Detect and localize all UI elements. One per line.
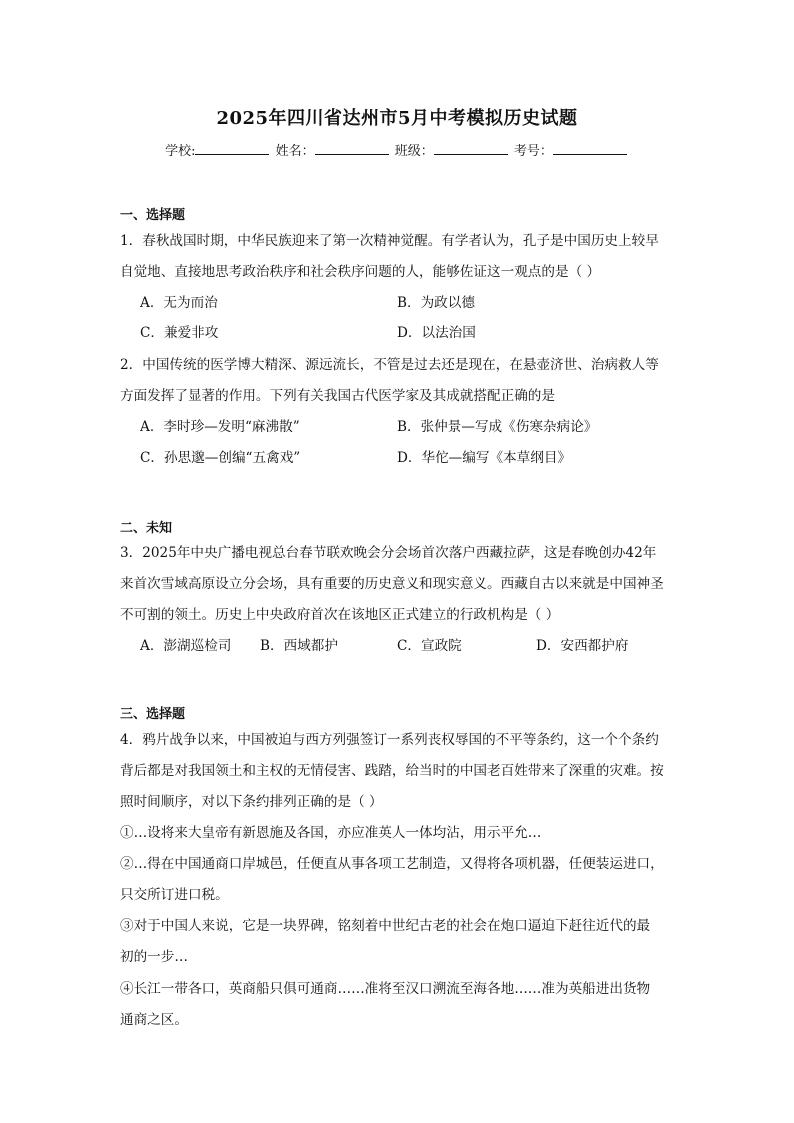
option-c[interactable]: C．兼爱非攻 (140, 325, 219, 341)
option-c[interactable]: C．孙思邈—创编“五禽戏” (140, 450, 301, 466)
statement-3-cont: 初的一步… (120, 949, 188, 965)
question-line: 4．鸦片战争以来，中国被迫与西方列强签订一系列丧权辱国的不平等条约，这一个个条约 (120, 732, 659, 748)
page-title: 2025年四川省达州市5月中考模拟历史试题 (216, 108, 578, 129)
question-line: 2．中国传统的医学博大精深、源远流长，不管是过去还是现在，在悬壶济世、治病救人等 (120, 357, 659, 373)
question-line: 背后都是对我国领土和主权的无情侵害、践踏，给当时的中国老百姓带来了深重的灾难。按 (120, 763, 664, 779)
option-c[interactable]: C．宣政院 (397, 638, 462, 654)
school-blank[interactable] (195, 142, 269, 155)
section-heading: 三、选择题 (120, 707, 186, 722)
question-line: 1．春秋战国时期，中华民族迎来了第一次精神觉醒。有学者认为，孔子是中国历史上较早 (120, 233, 659, 249)
class-blank[interactable] (434, 142, 508, 155)
statement-4: ④长江一带各口，英商船只俱可通商……准将至汉口溯流至海各地……准为英船进出货物 (120, 981, 651, 997)
option-d[interactable]: D．华佗—编写《本草纲目》 (397, 450, 572, 466)
statement-4-cont: 通商之区。 (120, 1012, 188, 1028)
class-label: 班级： (394, 144, 434, 159)
statement-2-cont: 只交所订进口税。 (120, 887, 229, 903)
option-b[interactable]: B．西域都护 (260, 638, 338, 654)
name-label: 姓名： (275, 144, 315, 159)
statement-2: ②…得在中国通商口岸城邑，任便直从事各项工艺制造，又得将各项机器，任便装运进口， (120, 856, 664, 872)
statement-1: ①…设将来大皇帝有新恩施及各国，亦应准英人一体均沾，用示平允… (120, 825, 542, 841)
question-line: 来首次雪域高原设立分会场，具有重要的历史意义和现实意义。西藏自古以来就是中国神圣 (120, 576, 664, 592)
question-line: 不可割的领土。历史上中央政府首次在该地区正式建立的行政机构是（ ） (120, 607, 560, 623)
school-label: 学校: (165, 144, 196, 159)
exam-number-blank[interactable] (553, 142, 627, 155)
question-line: 3．2025年中央广播电视总台春节联欢晚会分会场首次落户西藏拉萨，这是春晚创办42年 (120, 545, 657, 561)
student-info-line (0, 140, 794, 159)
option-a[interactable]: A．无为而治 (140, 295, 218, 311)
option-b[interactable]: B．张仲景—写成《伤寒杂病论》 (397, 419, 598, 435)
statement-3: ③对于中国人来说，它是一块界碑，铭刻着中世纪古老的社会在炮口逼迫下赶往近代的最 (120, 918, 651, 934)
name-blank[interactable] (315, 142, 389, 155)
question-line: 自觉地、直接地思考政治秩序和社会秩序问题的人，能够佐证这一观点的是（ ） (120, 264, 601, 280)
exam-number-label: 考号： (513, 144, 553, 159)
option-d[interactable]: D．安西都护府 (536, 638, 629, 654)
question-line: 方面发挥了显著的作用。下列有关我国古代医学家及其成就搭配正确的是 (120, 388, 555, 404)
option-a[interactable]: A．澎湖巡检司 (140, 638, 232, 654)
option-b[interactable]: B．为政以德 (397, 295, 475, 311)
option-a[interactable]: A．李时珍—发明“麻沸散” (140, 419, 300, 435)
section-heading: 二、未知 (120, 521, 173, 536)
option-d[interactable]: D．以法治国 (397, 325, 476, 341)
section-heading: 一、选择题 (120, 208, 186, 223)
question-line: 照时间顺序，对以下条约排列正确的是（ ） (120, 794, 383, 810)
